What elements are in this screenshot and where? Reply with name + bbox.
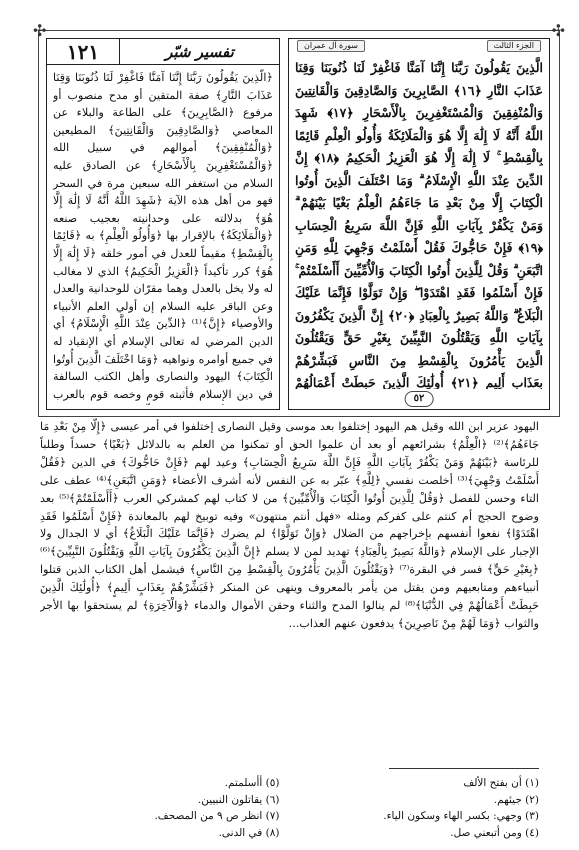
footnote-8: (٨) في الدنى. xyxy=(218,826,280,839)
book-title: تفسير شبّر xyxy=(119,39,279,64)
quran-text: الَّذِينَ يَقُولُونَ رَبَّنَا إِنَّنَا آمَنَّا فَاغْفِرْ لَنَا ذُنُوبَنَا وَقِنَا عَذَابَ النَّارِ ﴿١٦﴾ الصَّابِرِينَ وَالصَّادِقِينَ وَالْقَانِتِينَ وَالْمُنْفِقِينَ وَالْمُسْتَغْفِرِينَ بِالْأَسْحَارِ ﴿١٧﴾ شَهِدَ اللَّهُ أَنَّهُ لَا إِلَٰهَ إِلَّا هُوَ وَالْمَلَائِكَةُ وَأُولُو الْعِلْمِ قَائِمًا بِالْقِسْطِ ۚ لَا إِلَٰهَ إِلَّا هُوَ الْعَزِيزُ الْحَكِيمُ ﴿١٨﴾ إِنَّ الدِّينَ عِنْدَ اللَّهِ الْإِسْلَامُ ۗ وَمَا اخْتَلَفَ الَّذِينَ أُوتُوا الْكِتَابَ إِلَّا مِنْ بَعْدِ مَا جَاءَهُمُ الْعِلْمُ بَغْيًا بَيْنَهُمْ ۗ وَمَنْ يَكْفُرْ بِآيَاتِ اللَّهِ فَإِنَّ اللَّهَ سَرِيعُ الْحِسَابِ ﴿١٩﴾ فَإِنْ حَاجُّوكَ فَقُلْ أَسْلَمْتُ وَجْهِيَ لِلَّهِ وَمَنِ اتَّبَعَنِ ۗ وَقُلْ لِلَّذِينَ أُوتُوا الْكِتَابَ وَالْأُمِّيِّينَ أَأَسْلَمْتُمْ ۚ فَإِنْ أَسْلَمُوا فَقَدِ اهْتَدَوْا ۖ وَإِنْ تَوَلَّوْا فَإِنَّمَا عَلَيْكَ الْبَلَاغُ ۗ وَاللَّهُ بَصِيرٌ بِالْعِبَادِ ﴿٢٠﴾ إِنَّ الَّذِينَ يَكْفُرُونَ بِآيَاتِ اللَّهِ وَيَقْتُلُونَ النَّبِيِّينَ بِغَيْرِ حَقٍّ وَيَقْتُلُونَ الَّذِينَ يَأْمُرُونَ بِالْقِسْطِ مِنَ النَّاسِ فَبَشِّرْهُمْ بِعَذَابٍ أَلِيمٍ ﴿٢١﴾ أُولَٰئِكَ الَّذِينَ حَبِطَتْ أَعْمَالُهُمْ xyxy=(295,60,543,389)
mushaf-page-number: ٥٢ xyxy=(405,391,434,407)
footnote-7: (٧) انظر ص ٩ من المصحف. xyxy=(154,810,280,822)
footnotes-left xyxy=(40,775,280,845)
footnotes-right xyxy=(300,775,540,845)
page-number: ١٢١ xyxy=(66,40,100,64)
footnote-5: (٥) أأسلمتم. xyxy=(224,777,280,789)
footnote-2: (٢) جيئهم. xyxy=(493,793,539,806)
quran-column xyxy=(288,38,550,410)
footnotes xyxy=(40,775,539,845)
tafsir-column xyxy=(46,38,280,410)
juz-label: الجزء الثالث xyxy=(487,40,541,52)
footnote-3: (٣) وجهي: بكسر الهاء وسكون الياء. xyxy=(383,810,539,822)
page-header xyxy=(47,39,279,65)
footnote-divider xyxy=(389,768,539,769)
commentary-text: اليهود عزير ابن الله وقيل هم اليهود إختلفوا بعد موسى وقيل النصارى إختلفوا في أمر عيسى ﴿إِلَّا مِنْ بَعْدِ مَا جَاءَهُمُ﴾⁽²⁾ ﴿الْعِلْمُ﴾ بشرائعهم أو بعد أن علموا الحق أو تمكنوا من العلم به بالدلائل ﴿بَغْيًا﴾ حسداً وطلباً للرئاسة ﴿بَيْنَهُمْ وَمَنْ يَكْفُرْ بِآيَاتِ اللَّهِ فَإِنَّ اللَّهَ سَرِيعُ الْحِسَابِ﴾ وعيد لهم ﴿فَإِنْ حَاجُّوكَ﴾ في الدين ﴿فَقُلْ أَسْلَمْتُ وَجْهِيَ﴾⁽³⁾ أخلصت نفسي ﴿لِلَّهِ﴾ عبّر به عن النفس لأنه أشرف الأعضاء ﴿وَمَنِ اتَّبَعَنِ﴾⁽⁴⁾ عطف على التاء وحسن للفصل ﴿وَقُلْ لِلَّذِينَ أُوتُوا الْكِتَابَ وَالْأُمِّيِّينَ﴾ من لا كتاب لهم كمشركي العرب ﴿أَأَسْلَمْتُمْ﴾⁽⁵⁾ بعد وضوح الحجج أم كنتم على كفركم ومثله «فهل أنتم منتهون» وفيه توبيخ لهم بالمعاندة ﴿فَإِنْ أَسْلَمُوا فَقَدِ اهْتَدَوْا﴾ نفعوا أنفسهم بإخراجهم من الضلال ﴿وَإِنْ تَوَلَّوْا﴾ لم يضرك ﴿فَإِنَّمَا عَلَيْكَ الْبَلَاغُ﴾ أي لا الجدال ولا الإجبار على الإسلام ﴿وَاللَّهُ بَصِيرٌ بِالْعِبَادِ﴾ تهديد لمن لا يسلم ﴿إِنَّ الَّذِينَ يَكْفُرُونَ بِآيَاتِ اللَّهِ وَيَقْتُلُونَ النَّبِيِّينَ﴾⁽⁶⁾ ﴿بِغَيْرِ حَقٍّ﴾ فسر في البقرة⁽⁷⁾ ﴿وَيَقْتُلُونَ الَّذِينَ يَأْمُرُونَ بِالْقِسْطِ مِنَ النَّاسِ﴾ فيشمل أهل الكتاب الذين قتلوا أنبياءهم ومتابعيهم ومن يقتل من يأمر بالمعروف وينهى عن المنكر ﴿فَبَشِّرْهُمْ بِعَذَابٍ أَلِيمٍ﴾ ﴿أُولَٰئِكَ الَّذِينَ حَبِطَتْ أَعْمَالُهُمْ فِي الدُّنْيَا﴾⁽⁸⁾ لم ينالوا المدح والثناء وحقن الأموال والدماء ﴿وَالْآخِرَةِ﴾ لم يستحقوا بها الأجر والثواب ﴿وَمَا لَهُمْ مِنْ نَاصِرِينَ﴾ يدفعون عنهم العذاب... xyxy=(40,420,539,630)
tafsir-text: ﴿الَّذِينَ يَقُولُونَ رَبَّنَا إِنَّنَا آمَنَّا فَاغْفِرْ لَنَا ذُنُوبَنَا وَقِنَا عَذَابَ النَّارِ﴾ صفة المتقين أو مدح منصوب أو مرفوع ﴿الصَّابِرِينَ﴾ على الطاعة والبلاء عن المعاصي ﴿وَالصَّادِقِينَ وَالْقَانِتِينَ﴾ المطيعين ﴿وَالْمُنْفِقِينَ﴾ أموالهم في سبيل الله ﴿وَالْمُسْتَغْفِرِينَ بِالْأَسْحَارِ﴾ عن الصادق عليه السلام من استغفر الله سبعين مرة في السحر فهو من أهل هذه الآية ﴿شَهِدَ اللَّهُ أَنَّهُ لَا إِلَٰهَ إِلَّا هُوَ﴾ بدلالته على وحدانيته بعجيب صنعه ﴿وَالْمَلَائِكَةُ﴾ بالإقرار بها ﴿وَأُولُو الْعِلْمِ﴾ به ﴿قَائِمًا بِالْقِسْطِ﴾ مقيماً للعدل في أمور خلقه ﴿لَا إِلَٰهَ إِلَّا هُوَ﴾ كرر تأكيداً ﴿الْعَزِيزُ الْحَكِيمُ﴾ الذي لا مغالب له ولا يخل بالعدل وهما مقرّان للوحدانية والعدل وعن الباقر عليه السلام إن أولي العلم الأنبياء والأوصياء ﴿إِنَّ﴾⁽¹⁾ ﴿الدِّينَ عِنْدَ اللَّهِ الْإِسْلَامُ﴾ أي الدين المرضي له تعالى الإسلام أي الإنقياد له في جميع أوامره ونواهيه ﴿وَمَا اخْتَلَفَ الَّذِينَ أُوتُوا الْكِتَابَ﴾ اليهود والنصارى وأهل الكتب السالفة في دين الإسلام فأثبته قوم وخصه قوم بالعرب xyxy=(53,71,273,401)
footnote-6: (٦) يقاتلون النبيين. xyxy=(197,793,280,806)
surah-label: سورة آل عمران xyxy=(297,40,365,52)
footnote-1: (١) أن بفتح الألف xyxy=(463,777,539,789)
corner-ornament-icon: ✣ xyxy=(551,21,565,40)
quran-header xyxy=(289,39,549,53)
corner-ornament-icon: ✣ xyxy=(33,21,47,40)
footnote-4: (٤) ومن أتبعني صل. xyxy=(450,826,539,839)
